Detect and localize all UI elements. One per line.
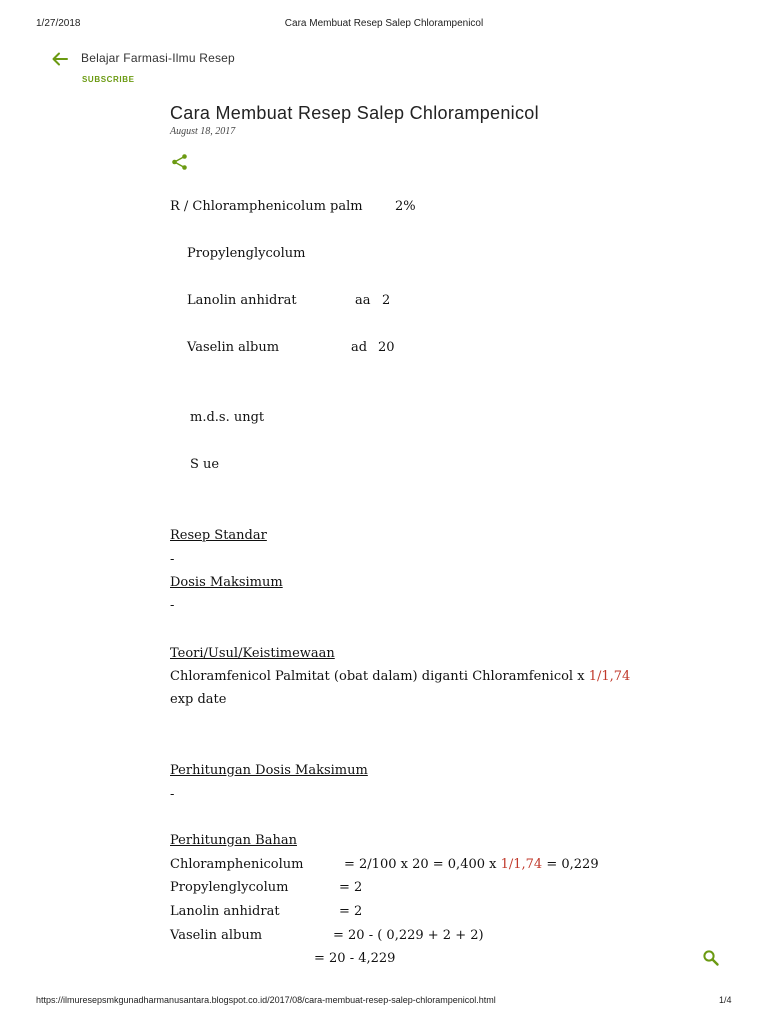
recipe-mds: m.d.s. ungt <box>190 410 265 425</box>
bahan-row-1-calc-before: = 2/100 x 20 = 0,400 x <box>344 857 501 872</box>
recipe-line-1-name: R / Chloramphenicolum palm <box>170 199 363 214</box>
resep-standar-heading: Resep Standar <box>170 528 267 543</box>
bahan-row-3-calc: = 2 <box>339 904 363 919</box>
bahan-row-1-factor: 1/1,74 <box>500 857 543 872</box>
conversion-factor: 1/1,74 <box>588 669 631 684</box>
resep-standar-value: - <box>170 552 175 567</box>
teori-line-1 <box>170 669 630 684</box>
recipe-line-3-amount: 2 <box>382 293 391 308</box>
bahan-row-1-calc-after: = 0,229 <box>542 857 599 872</box>
perhitungan-dosis-value: - <box>170 787 175 802</box>
bahan-row-4-calc: = 20 - ( 0,229 + 2 + 2) <box>333 928 484 943</box>
dosis-maksimum-value: - <box>170 598 175 613</box>
recipe-line-4-amount: 20 <box>378 340 395 355</box>
teori-line-2: exp date <box>170 692 227 707</box>
post-date: August 18, 2017 <box>170 126 236 137</box>
print-url: https://ilmuresepsmkgunadharmanusantara.blogspot.co.id/2017/08/cara-membuat-resep-salep-chlorampenicol.html <box>36 995 496 1005</box>
recipe-line-4-qualifier: ad <box>351 340 368 355</box>
teori-line-1-text: Chloramfenicol Palmitat (obat dalam) diganti Chloramfenicol x <box>170 669 589 684</box>
recipe-line-1-amount: 2% <box>395 199 416 214</box>
recipe-line-2-name: Propylenglycolum <box>187 246 306 261</box>
dosis-maksimum-heading: Dosis Maksimum <box>170 575 283 590</box>
search-icon[interactable] <box>702 949 720 967</box>
bahan-row-3-name: Lanolin anhidrat <box>170 904 280 919</box>
bahan-row-1-name: Chloramphenicolum <box>170 857 304 872</box>
print-title: Cara Membuat Resep Salep Chlorampenicol <box>284 18 484 29</box>
bahan-continuation: = 20 - 4,229 <box>314 951 396 966</box>
subscribe-button[interactable]: SUBSCRIBE <box>82 75 135 84</box>
bahan-row-2-name: Propylenglycolum <box>170 880 289 895</box>
perhitungan-bahan-heading: Perhitungan Bahan <box>170 833 297 848</box>
recipe-line-3-qualifier: aa <box>355 293 371 308</box>
teori-heading: Teori/Usul/Keistimewaan <box>170 646 335 661</box>
share-icon[interactable] <box>171 153 189 171</box>
bahan-row-1-calc <box>344 857 599 872</box>
bahan-row-2-calc: = 2 <box>339 880 363 895</box>
arrow-left-icon[interactable] <box>51 50 69 68</box>
blog-name[interactable]: Belajar Farmasi-Ilmu Resep <box>81 51 235 65</box>
post-title: Cara Membuat Resep Salep Chlorampenicol <box>170 103 539 123</box>
print-date: 1/27/2018 <box>36 18 81 29</box>
recipe-line-3-name: Lanolin anhidrat <box>187 293 297 308</box>
bahan-row-4-name: Vaselin album <box>170 928 263 943</box>
recipe-line-4-name: Vaselin album <box>187 340 280 355</box>
perhitungan-dosis-heading: Perhitungan Dosis Maksimum <box>170 763 368 778</box>
print-page-number: 1/4 <box>719 995 732 1005</box>
recipe-signa: S ue <box>190 457 220 472</box>
